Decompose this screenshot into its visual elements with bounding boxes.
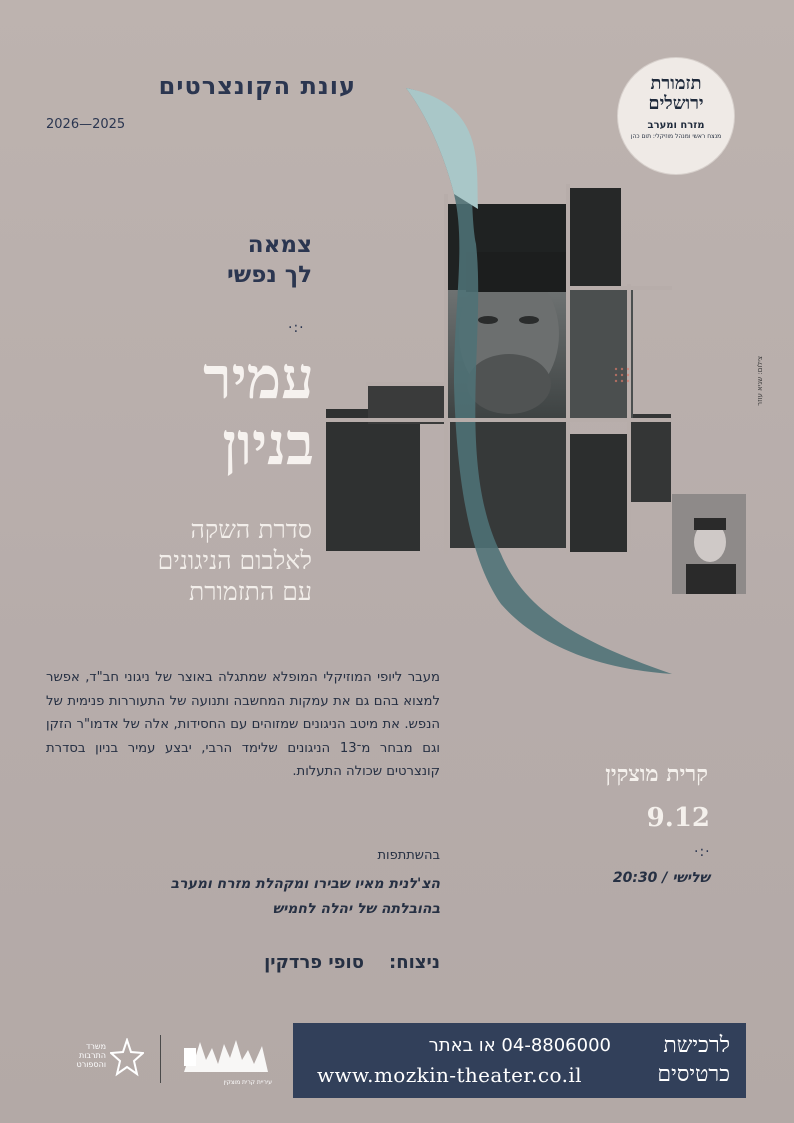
logo-line4: מנצח ראשי ומנהל מוזיקלי: תום כהן	[630, 133, 722, 140]
ticket-label	[657, 1031, 730, 1089]
partners	[171, 872, 440, 922]
ticket-phone[interactable]: 04-8806000 או באתר	[428, 1035, 611, 1056]
conductor	[264, 952, 440, 973]
album-title	[158, 514, 312, 607]
artist-name-line1: עמיר	[203, 344, 314, 412]
municipal-logo: עיריית קרית מוצקין	[182, 1034, 272, 1086]
logo-line2: ירושלים	[648, 93, 704, 114]
artist-name-line2: בניון	[222, 410, 314, 478]
artist-photo-graphic	[326, 84, 672, 674]
subtitle-line2: לך נפשי	[227, 262, 312, 288]
season-title: עונת הקונצרטים	[158, 72, 356, 100]
album-line1: סדרת השקה	[190, 515, 312, 544]
logo-line3: מזרח ומערב	[647, 120, 705, 131]
photo-credit: צילום: שגיא עוזר	[756, 356, 764, 406]
sponsor-divider	[160, 1035, 161, 1083]
album-line3: עם התזמורת	[188, 577, 312, 606]
partners-line1: הצ'לנית מאיו שבירו ומקהלת מזרח ומערב	[170, 876, 440, 892]
ticket-box	[293, 1023, 746, 1098]
inset-performer-photo	[672, 494, 746, 594]
venue: קרית מוצקין	[605, 761, 708, 787]
conductor-label: ניצוח:	[389, 952, 440, 973]
star-icon	[110, 1038, 144, 1078]
concert-subtitle	[227, 230, 312, 290]
album-line2: לאלבום הניגונים	[157, 546, 312, 575]
event-day: שלישי	[672, 870, 710, 886]
skyline-icon	[182, 1034, 272, 1074]
partners-line2: בהובלתה של יהלה לחמיש	[272, 901, 440, 917]
logo-line1: תזמורת	[650, 73, 702, 94]
event-day-time: שלישי / 20:30	[612, 870, 710, 886]
ticket-label-line1: לרכישת	[663, 1033, 730, 1058]
subtitle-line1: צמאה	[247, 232, 312, 258]
ornament-icon-2: ·:·	[694, 844, 711, 860]
season-years: 2026—2025	[46, 117, 126, 132]
artist-name	[203, 345, 314, 477]
ticket-label-line2: כרטיסים	[657, 1062, 730, 1087]
artist-photo-collage	[326, 84, 672, 674]
ticket-website-link[interactable]: www.mozkin-theater.co.il	[317, 1063, 582, 1087]
concert-description: מעבר ליופי המוזיקלי המופלא שמתגלה באוצר של ניגוני חב"ד, אפשר למצוא בהם גם את עמקות המחשבה ותנועה של התעוררות פנימית של הנפש. את מיטב הניגונים שמזוהים עם החסידות, אלה של אדמו"ר הזקן וגם מבחר מ־13 הניגונים שלימד הרבי, יבצע עמיר בניון בסדרת קונצרטים שכולה התעלות.	[46, 670, 440, 779]
ministry-logo: משרד התרבות והספורט	[66, 1036, 150, 1086]
event-time: 20:30	[612, 870, 658, 886]
event-date: 9.12	[646, 803, 710, 833]
partners-label: בהשתתפות	[377, 848, 440, 863]
ornament-icon: ·:·	[288, 320, 305, 336]
conductor-name: סופי פרדקין	[264, 952, 364, 973]
